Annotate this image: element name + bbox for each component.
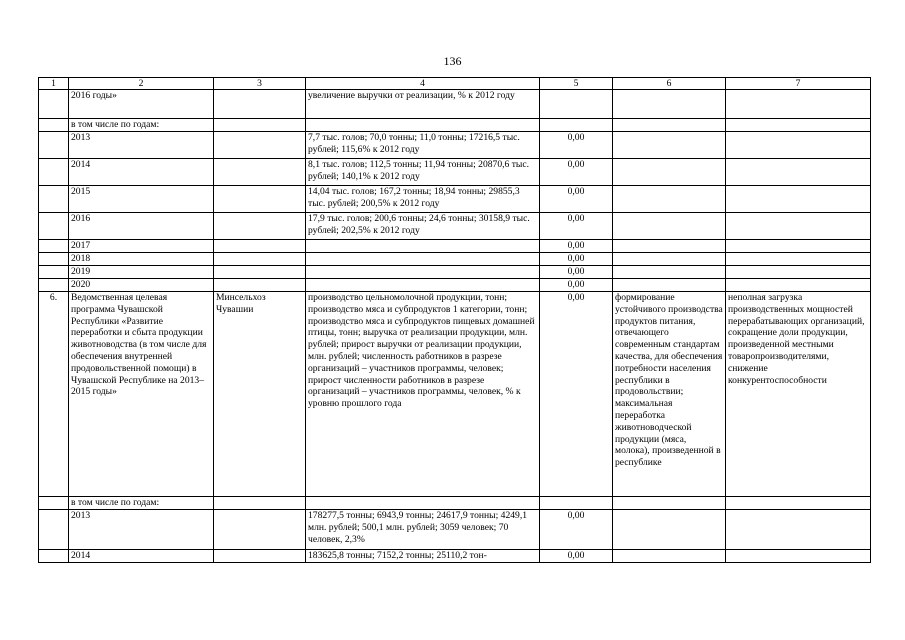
row-number-cell: 6. [39,292,69,497]
table-row [39,132,871,159]
indicator-cell [306,240,540,253]
funding-cell: 0,00 [540,292,613,497]
table-row [39,240,871,253]
executor-cell [214,510,306,550]
risk-cell [726,550,871,563]
result-cell [613,253,726,266]
indicator-cell: производство цельномолочной продукции, тонн; производство мяса и субпродуктов 1 категории, тонн; производство мяса и субпродуктов пищевых домашней птицы, тонн; выручка от реализации продукции, млн. рублей; прирост выручки от реализации продукции, млн. рублей; численность работников в разрезе организаций – участников программы, человек; прирост численности работников в разрезе организаций – участников программы, человек, % к уровню прошлого года [306,292,540,497]
table-row [39,266,871,279]
table-header-row [39,78,871,90]
executor-cell [214,186,306,213]
year-cell: 2013 [69,510,214,550]
result-cell [613,266,726,279]
funding-cell [540,90,613,119]
column-number-6: 6 [613,78,726,90]
table-row [39,253,871,266]
indicator-cell [306,497,540,510]
funding-cell: 0,00 [540,279,613,292]
indicator-cell: 14,04 тыс. голов; 167,2 тонны; 18,94 тонны; 29855,3 тыс. рублей; 200,5% к 2012 году [306,186,540,213]
column-number-7: 7 [726,78,871,90]
executor-cell [214,90,306,119]
funding-cell: 0,00 [540,132,613,159]
year-cell: 2017 [69,240,214,253]
risk-cell [726,510,871,550]
indicator-cell [306,266,540,279]
table-row [39,213,871,240]
risk-cell [726,119,871,132]
result-cell [613,213,726,240]
executor-cell [214,240,306,253]
funding-cell: 0,00 [540,159,613,186]
subheading-cell: в том числе по годам: [69,119,214,132]
indicator-cell [306,119,540,132]
risk-cell [726,497,871,510]
indicator-cell: 183625,8 тонны; 7152,2 тонны; 25110,2 тон- [306,550,540,563]
executor-cell [214,550,306,563]
indicator-cell: 8,1 тыс. голов; 112,5 тонны; 11,94 тонны; 20870,6 тыс. рублей; 140,1% к 2012 году [306,159,540,186]
result-cell [613,159,726,186]
column-number-1: 1 [39,78,69,90]
funding-cell: 0,00 [540,253,613,266]
executor-cell [214,497,306,510]
table-row [39,186,871,213]
indicator-cell: 17,9 тыс. голов; 200,6 тонны; 24,6 тонны; 30158,9 тыс. рублей; 202,5% к 2012 году [306,213,540,240]
executor-cell [214,279,306,292]
indicator-cell: 7,7 тыс. голов; 70,0 тонны; 11,0 тонны; 17216,5 тыс. рублей; 115,6% к 2012 году [306,132,540,159]
row-number-cell [39,90,69,119]
table-row [39,292,871,497]
funding-cell [540,497,613,510]
table-row [39,90,871,119]
program-name-cell: 2016 годы» [69,90,214,119]
year-cell: 2014 [69,550,214,563]
result-cell [613,240,726,253]
risk-cell [726,240,871,253]
risk-cell [726,159,871,186]
row-number-cell [39,119,69,132]
column-number-3: 3 [214,78,306,90]
funding-cell [540,119,613,132]
result-cell [613,90,726,119]
table-row [39,279,871,292]
row-number-cell [39,510,69,550]
indicator-cell [306,279,540,292]
table-row [39,497,871,510]
row-number-cell [39,497,69,510]
funding-cell: 0,00 [540,240,613,253]
row-number-cell [39,266,69,279]
row-number-cell [39,213,69,240]
row-number-cell [39,159,69,186]
funding-cell: 0,00 [540,550,613,563]
funding-cell: 0,00 [540,266,613,279]
table-row [39,550,871,563]
year-cell: 2019 [69,266,214,279]
row-number-cell [39,240,69,253]
risk-cell [726,213,871,240]
risk-cell [726,253,871,266]
funding-cell: 0,00 [540,510,613,550]
funding-cell: 0,00 [540,186,613,213]
program-name-cell: Ведомственная целевая программа Чувашской Республики «Развитие переработки и сбыта продукции животноводства (в том числе для обеспечения внутренней продовольственной помощи) в Чувашской Республике на 2013–2015 годы» [69,292,214,497]
executor-cell [214,266,306,279]
row-number-cell [39,253,69,266]
result-cell [613,119,726,132]
indicator-cell: увеличение выручки от реализации, % к 2012 году [306,90,540,119]
program-table [38,77,871,563]
row-number-cell [39,550,69,563]
page-number: 136 [443,54,462,68]
indicator-cell [306,253,540,266]
risk-cell [726,186,871,213]
executor-cell [214,253,306,266]
risk-cell [726,279,871,292]
result-cell [613,497,726,510]
column-number-5: 5 [540,78,613,90]
table-row [39,159,871,186]
risk-cell [726,266,871,279]
year-cell: 2018 [69,253,214,266]
risk-cell: неполная загрузка производственных мощностей перерабатывающих организаций, сокращение доли продукции, произведенной местными товаропроизводителями, снижение конкурентоспособности [726,292,871,497]
executor-cell [214,132,306,159]
row-number-cell [39,186,69,213]
table-row [39,119,871,132]
column-number-4: 4 [306,78,540,90]
funding-cell: 0,00 [540,213,613,240]
indicator-cell: 178277,5 тонны; 6943,9 тонны; 24617,9 тонны; 4249,1 млн. рублей; 500,1 млн. рублей; 3059 человек; 70 человек, 2,3% [306,510,540,550]
year-cell: 2016 [69,213,214,240]
risk-cell [726,90,871,119]
result-cell [613,550,726,563]
executor-cell: Минсельхоз Чувашии [214,292,306,497]
year-cell: 2013 [69,132,214,159]
result-cell [613,186,726,213]
row-number-cell [39,132,69,159]
result-cell [613,132,726,159]
subheading-cell: в том числе по годам: [69,497,214,510]
executor-cell [214,119,306,132]
risk-cell [726,132,871,159]
year-cell: 2020 [69,279,214,292]
executor-cell [214,213,306,240]
year-cell: 2015 [69,186,214,213]
result-cell: формирование устойчивого производства продуктов питания, отвечающего современным стандартам качества, для обеспечения потребности населения республики в продовольствии; максимальная переработка животноводческой продукции (мяса, молока), произведенной в республике [613,292,726,497]
table-row [39,510,871,550]
result-cell [613,279,726,292]
executor-cell [214,159,306,186]
column-number-2: 2 [69,78,214,90]
row-number-cell [39,279,69,292]
result-cell [613,510,726,550]
year-cell: 2014 [69,159,214,186]
